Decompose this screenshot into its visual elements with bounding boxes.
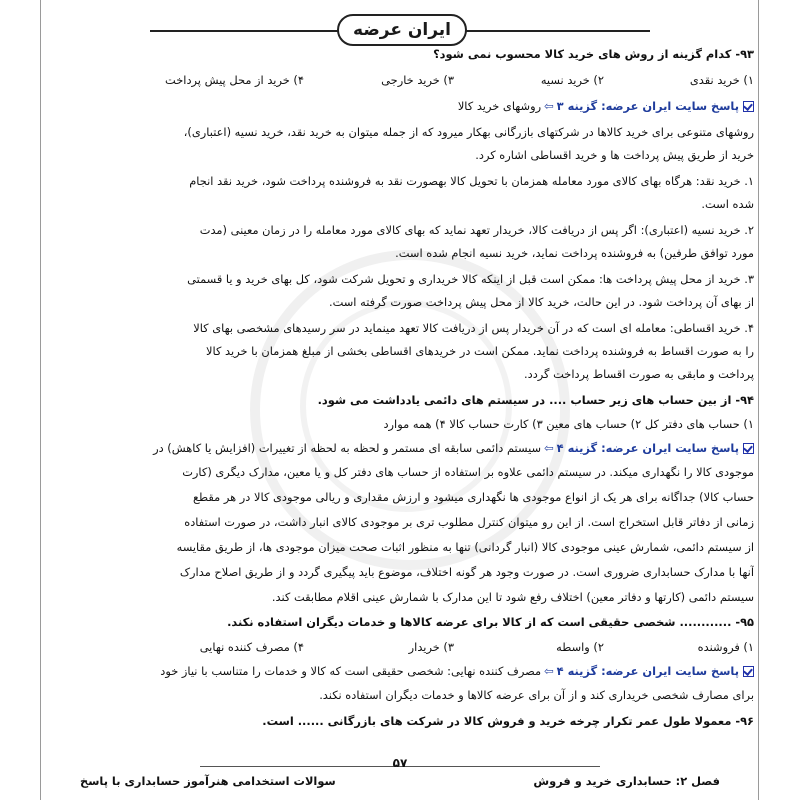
answer-94 <box>66 438 754 458</box>
answer-tail: روشهای خرید کالا <box>457 99 542 113</box>
paragraph-line: از بهای آن پرداخت شود. در این حالت، خرید کالا از محل پیش پرداخت صورت گرفته است. <box>328 295 754 309</box>
arrow-icon: ⇦ <box>544 664 554 678</box>
paragraph-line: ۲. خرید نسیه (اعتباری): اگر پس از دریافت کالا، خریدار تعهد نماید که بهای کالای مورد معامله را در زمان معینی (مدت <box>199 223 754 237</box>
paragraph-line: را به صورت اقساط به فروشنده پرداخت نماید. ممکن است در خریدهای اقساطی بخشی از مبلغ همزمان با خرید کالا <box>206 344 754 358</box>
paragraph-line: موجودی کالا را نگهداری میکند. در سیستم دائمی علاوه بر استفاده از حساب های دفتر کل و یا معین، مدارک دیگری (کارت <box>182 465 754 479</box>
answer-label: پاسخ سایت ایران عرضه: گزینه ۴ <box>556 664 739 678</box>
option-1: ۱) خرید نقدی <box>689 73 754 87</box>
question-93: ۹۳- کدام گزینه از روش های خرید کالا محسوب نمی شود؟ <box>433 47 754 61</box>
answer-95 <box>66 661 754 681</box>
checkbox-icon <box>743 443 754 454</box>
paragraph-line: برای مصارف شخصی خریداری کند و از آن برای عرضه کالاها و خدمات دیگران استفاده نکند. <box>319 688 754 702</box>
checkbox-icon <box>743 666 754 677</box>
footer-chapter: فصل ۲: حسابداری خرید و فروش <box>533 774 720 788</box>
paragraph-line: آنها با مدارک حسابداری ضروری است. در صورت وجود هر گونه اختلاف، موضوع باید پیگیری گردد و از طریق اصلاح مدارک <box>179 565 754 579</box>
options-93 <box>66 70 754 90</box>
options-95 <box>66 637 754 657</box>
page-number: ۵۷ <box>392 756 408 770</box>
paragraph-line: خرید از طریق پیش پرداخت ها و خرید اقساطی اشاره کرد. <box>475 148 754 162</box>
option-3: ۳) خریدار <box>408 640 454 654</box>
paragraph-line: مورد توافق طرفین) به فروشنده پرداخت نماید، خرید نسیه انجام شده است. <box>395 246 754 260</box>
page-border-right <box>758 0 759 800</box>
paragraph-line: ۴. خرید اقساطی: معامله ای است که در آن خریدار پس از دریافت کالا تعهد مینماید در سر رسیدهای مشخصی بهای کالا <box>193 321 754 335</box>
option-1: ۱) فروشنده <box>697 640 754 654</box>
question-94: ۹۴- از بین حساب های زیر حساب .... در سیستم های دائمی یادداشت می شود. <box>317 393 754 407</box>
answer-93 <box>66 96 754 116</box>
paragraph-line: پرداخت و مابقی به صورت اقساط پرداخت گردد. <box>524 367 754 381</box>
arrow-icon: ⇦ <box>544 441 554 455</box>
paragraph-line: زمانی از دفاتر قابل استخراج است. از این رو میتوان کنترل مطلوب تری بر موجودی کالای انبار داشت، در صورت استفاده <box>184 515 754 529</box>
page-header <box>0 8 800 42</box>
paragraph-line: شده است. <box>701 197 754 211</box>
brand-logo: ایران عرضه <box>337 14 467 46</box>
page-footer <box>0 752 800 800</box>
option-4: ۴) خرید از محل پیش پرداخت <box>165 73 304 87</box>
paragraph-line: ۱. خرید نقد: هرگاه بهای کالای مورد معامله همزمان با تحویل کالا بهصورت نقد به فروشنده پرداخت شود، خرید نقد انجام <box>189 174 754 188</box>
option-2: ۲) خرید نسیه <box>540 73 604 87</box>
options-94: ۱) حساب های دفتر کل ۲) حساب های معین ۳) کارت حساب کالا ۴) همه موارد <box>383 417 754 431</box>
checkbox-icon <box>743 101 754 112</box>
question-96: ۹۶- معمولا طول عمر تکرار چرخه خرید و فروش کالا در شرکت های بازرگانی ...... است. <box>262 714 754 728</box>
paragraph-line: از سیستم دائمی، شمارش عینی موجودی کالا (انبار گردانی) تنها به منظور اثبات صحت میزان موجودی ها، از طریق مقایسه <box>176 540 754 554</box>
footer-book-title: سوالات استخدامی هنرآموز حسابداری با پاسخ <box>80 774 336 788</box>
answer-label: پاسخ سایت ایران عرضه: گزینه ۴ <box>556 441 739 455</box>
question-95: ۹۵- ............ شخصی حقیقی است که از کالا برای عرضه کالاها و خدمات دیگران استفاده نکند. <box>227 615 754 629</box>
paragraph-line: سیستم دائمی (کارتها و دفاتر معین) اختلاف رفع شود تا این مدارک با شمارش عینی اقلام مطابقت کند. <box>271 590 754 604</box>
paragraph-line: روشهای متنوعی برای خرید کالاها در شرکتهای بازرگانی بهکار میرود که از جمله میتوان به خرید نقد، خرید نسیه (اعتباری)، <box>183 125 754 139</box>
answer-tail: سیستم دائمی سابقه ای مستمر و لحظه به لحظه از تغییرات (افزایش یا کاهش) در <box>153 441 542 455</box>
answer-label: پاسخ سایت ایران عرضه: گزینه ۳ <box>556 99 739 113</box>
paragraph-line: ۳. خرید از محل پیش پرداخت ها: ممکن است قبل از اینکه کالا خریداری و تحویل شرکت شود، کل بهای خرید و یا قسمتی <box>187 272 754 286</box>
page-border-left <box>40 0 41 800</box>
option-4: ۴) مصرف کننده نهایی <box>199 640 304 654</box>
answer-tail: مصرف کننده نهایی: شخصی حقیقی است که کالا و خدمات را متناسب با نیاز خود <box>160 664 542 678</box>
option-2: ۲) واسطه <box>556 640 604 654</box>
paragraph-line: حساب کالا) جداگانه برای هر یک از انواع موجودی ها نگهداری میشود و ارزش مقداری و ریالی موجودی کالا در هر مقطع <box>193 490 754 504</box>
option-3: ۳) خرید خارجی <box>381 73 454 87</box>
arrow-icon: ⇦ <box>544 99 554 113</box>
